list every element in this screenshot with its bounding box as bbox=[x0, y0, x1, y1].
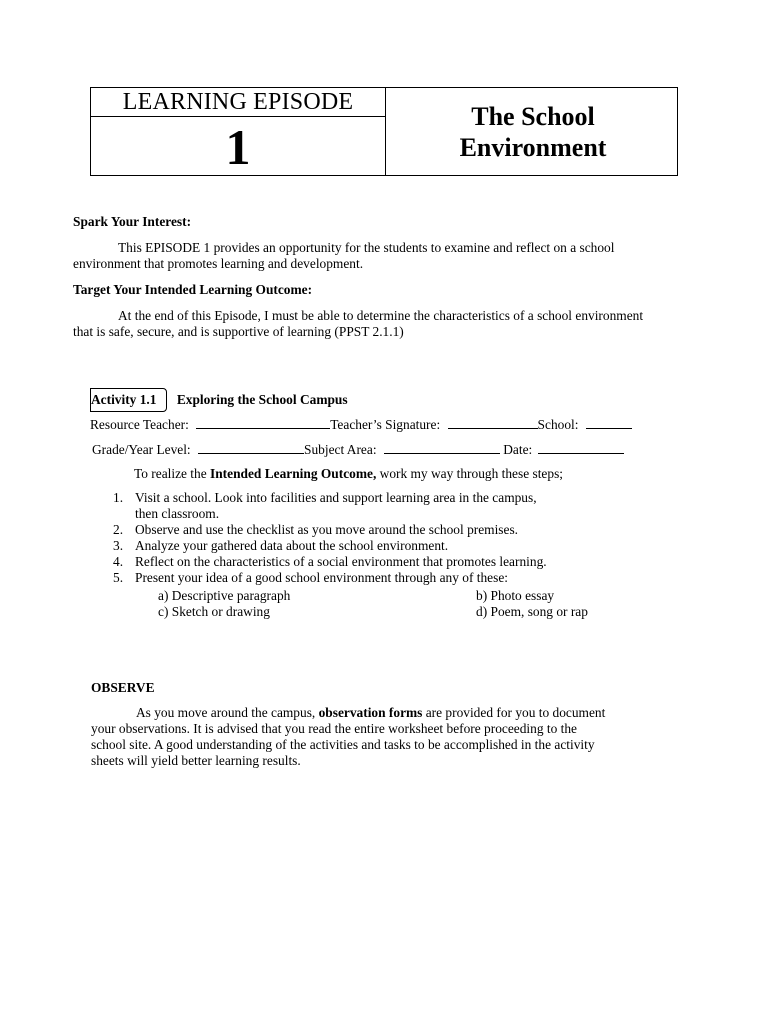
activity-title: Exploring the School Campus bbox=[176, 392, 348, 407]
step-number: 1. bbox=[113, 490, 124, 505]
step-text: Visit a school. Look into facilities and support learning area in the campus, bbox=[135, 490, 537, 505]
spark-text-line1: This EPISODE 1 provides an opportunity for the students to examine and reflect on a school bbox=[118, 240, 615, 255]
form-row-2 bbox=[92, 441, 624, 458]
option-c: c) Sketch or drawing bbox=[158, 604, 270, 619]
episode-title-line1: The School bbox=[471, 101, 595, 131]
step-text: Observe and use the checklist as you move around the school premises. bbox=[135, 522, 519, 537]
subject-area-field[interactable] bbox=[384, 441, 500, 454]
episode-title-line2: Environment bbox=[459, 132, 607, 162]
spark-heading: Spark Your Interest: bbox=[73, 214, 192, 229]
episode-header-box bbox=[90, 87, 678, 176]
step-number: 5. bbox=[113, 570, 124, 585]
intro-post: work my way through these steps; bbox=[376, 466, 563, 481]
school-field[interactable] bbox=[586, 416, 632, 429]
steps-intro bbox=[134, 466, 563, 482]
intro-pre: To realize the bbox=[134, 466, 211, 481]
observe-line1 bbox=[136, 705, 605, 721]
list-item bbox=[91, 538, 651, 554]
episode-number: 1 bbox=[225, 119, 251, 175]
step-text: Reflect on the characteristics of a social environment that promotes learning. bbox=[135, 554, 547, 569]
steps-list bbox=[91, 490, 651, 586]
observe-line1-bold: observation forms bbox=[318, 705, 423, 720]
list-item bbox=[91, 570, 651, 586]
episode-left-cell bbox=[91, 88, 386, 175]
date-label: Date: bbox=[503, 442, 533, 457]
grade-level-label: Grade/Year Level: bbox=[92, 442, 191, 457]
teacher-signature-field[interactable] bbox=[448, 416, 538, 429]
step-text: Present your idea of a good school environment through any of these: bbox=[135, 570, 508, 585]
observe-line1-pre: As you move around the campus, bbox=[136, 705, 319, 720]
date-field[interactable] bbox=[538, 441, 624, 454]
list-item bbox=[91, 490, 651, 522]
option-a: a) Descriptive paragraph bbox=[158, 588, 291, 603]
observe-line4: sheets will yield better learning results. bbox=[91, 753, 301, 768]
step-number: 2. bbox=[113, 522, 124, 537]
list-item bbox=[91, 522, 651, 538]
step-text-cont: then classroom. bbox=[135, 506, 220, 521]
school-label: School: bbox=[537, 417, 579, 432]
subject-area-label: Subject Area: bbox=[304, 442, 377, 457]
list-item bbox=[91, 554, 651, 570]
observe-line1-post: are provided for you to document bbox=[422, 705, 606, 720]
observe-heading: OBSERVE bbox=[91, 680, 155, 695]
target-heading: Target Your Intended Learning Outcome: bbox=[73, 282, 313, 297]
target-text-line2: that is safe, secure, and is supportive of learning (PPST 2.1.1) bbox=[73, 324, 404, 339]
option-d: d) Poem, song or rap bbox=[476, 604, 588, 619]
teacher-signature-label: Teacher’s Signature: bbox=[330, 417, 441, 432]
step-number: 3. bbox=[113, 538, 124, 553]
target-text-line1: At the end of this Episode, I must be able to determine the characteristics of a school environment bbox=[118, 308, 644, 323]
intro-bold: Intended Learning Outcome, bbox=[210, 466, 377, 481]
resource-teacher-label: Resource Teacher: bbox=[90, 417, 189, 432]
observe-line2: your observations. It is advised that you read the entire worksheet before proceeding to the bbox=[91, 721, 577, 736]
activity-badge: Activity 1.1 bbox=[90, 388, 167, 412]
step-text: Analyze your gathered data about the school environment. bbox=[135, 538, 449, 553]
activity-title-row bbox=[90, 388, 348, 412]
episode-title bbox=[387, 88, 679, 175]
form-row-1 bbox=[90, 416, 632, 433]
episode-label: LEARNING EPISODE bbox=[91, 88, 385, 117]
observe-line3: school site. A good understanding of the activities and tasks to be accomplished in the activity bbox=[91, 737, 595, 752]
spark-text-line2: environment that promotes learning and development. bbox=[73, 256, 364, 271]
step-number: 4. bbox=[113, 554, 124, 569]
resource-teacher-field[interactable] bbox=[196, 416, 330, 429]
option-b: b) Photo essay bbox=[476, 588, 555, 603]
grade-level-field[interactable] bbox=[198, 441, 304, 454]
